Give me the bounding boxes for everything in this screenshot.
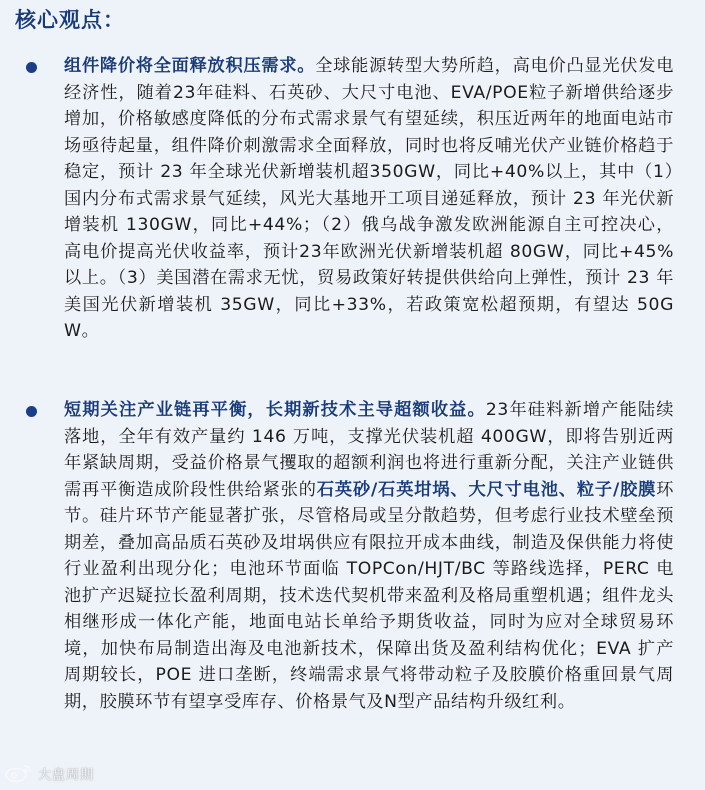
bullet-dot-icon [26, 406, 37, 417]
key-point-1 [64, 53, 674, 345]
watermark [4, 760, 94, 786]
key-point-1-body: 全球能源转型大势所趋，高电价凸显光伏发电经济性，随着23年硅料、石英砂、大尺寸电池、EVA/POE粒子新增供给逐步增加，价格敏感度降低的分布式需求景气有望延续，积压近两年的地面电站市场亟待起量，组件降价刺激需求全面释放，同时也将反哺光伏产业链价格趋于稳定，预计 23 年全球光伏新增装机超350GW，同比+40%以上，其中（1）国内分布式需求景气延续，风光大基地开工项目递延释放，预计 23 年光伏新增装机 130GW，同比+44%；（2）俄乌战争激发欧洲能源自主可控决心，高电价提高光伏收益率，预计23年欧洲光伏新增装机超 80GW，同比+45%以上。（3）美国潜在需求无忧，贸易政策好转提供供给向上弹性，预计 23 年美国光伏新增装机 35GW，同比+33%，若政策宽松超预期，有望达 50GW。 [64, 56, 674, 342]
watermark-text: 大盘周期 [38, 767, 95, 783]
bullet-dot-icon [26, 62, 37, 73]
key-point-2 [64, 397, 674, 716]
key-point-2-body-a: 23年硅料新增产能陆续落地，全年有效产量约 146 万吨，支撑光伏装机超 400GW，即将告别近两年紧缺周期，受益价格景气攫取的超额利润也将进行重新分配，关注产业链供需再平衡造成阶段性供给紧张的 [64, 400, 674, 500]
key-point-2-body-b: 环节。硅片环节产能显著扩张，尽管格局或呈分散趋势，但考虑行业技术壁垒预期差，叠加高品质石英砂及坩埚供应有限拉开成本曲线，制造及保供能力将使行业盈利出现分化；电池环节面临 TOPCon/HJT/BC 等路线选择，PERC 电池扩产迟疑拉长盈利周期，技术迭代契机带来盈利及格局重塑机遇；组件龙头相继形成一体化产能，地面电站长单给予期货收益，同时为应对全球贸易环境，加快布局制造出海及电池新技术，保障出货及盈利结构优化；EVA 扩产周期较长，POE 进口垄断，终端需求景气将带动粒子及胶膜价格重回景气周期，胶膜环节有望享受库存、价格景气及N型产品结构升级红利。 [64, 479, 675, 713]
weibo-logo-icon [4, 763, 34, 783]
key-point-2-highlight: 石英砂/石英坩埚、大尺寸电池、粒子/胶膜 [316, 479, 657, 500]
key-point-1-lead: 组件降价将全面释放积压需求。 [64, 56, 316, 76]
key-point-2-lead: 短期关注产业链再平衡，长期新技术主导超额收益。 [64, 400, 486, 420]
section-heading: 核心观点： [15, 8, 125, 32]
